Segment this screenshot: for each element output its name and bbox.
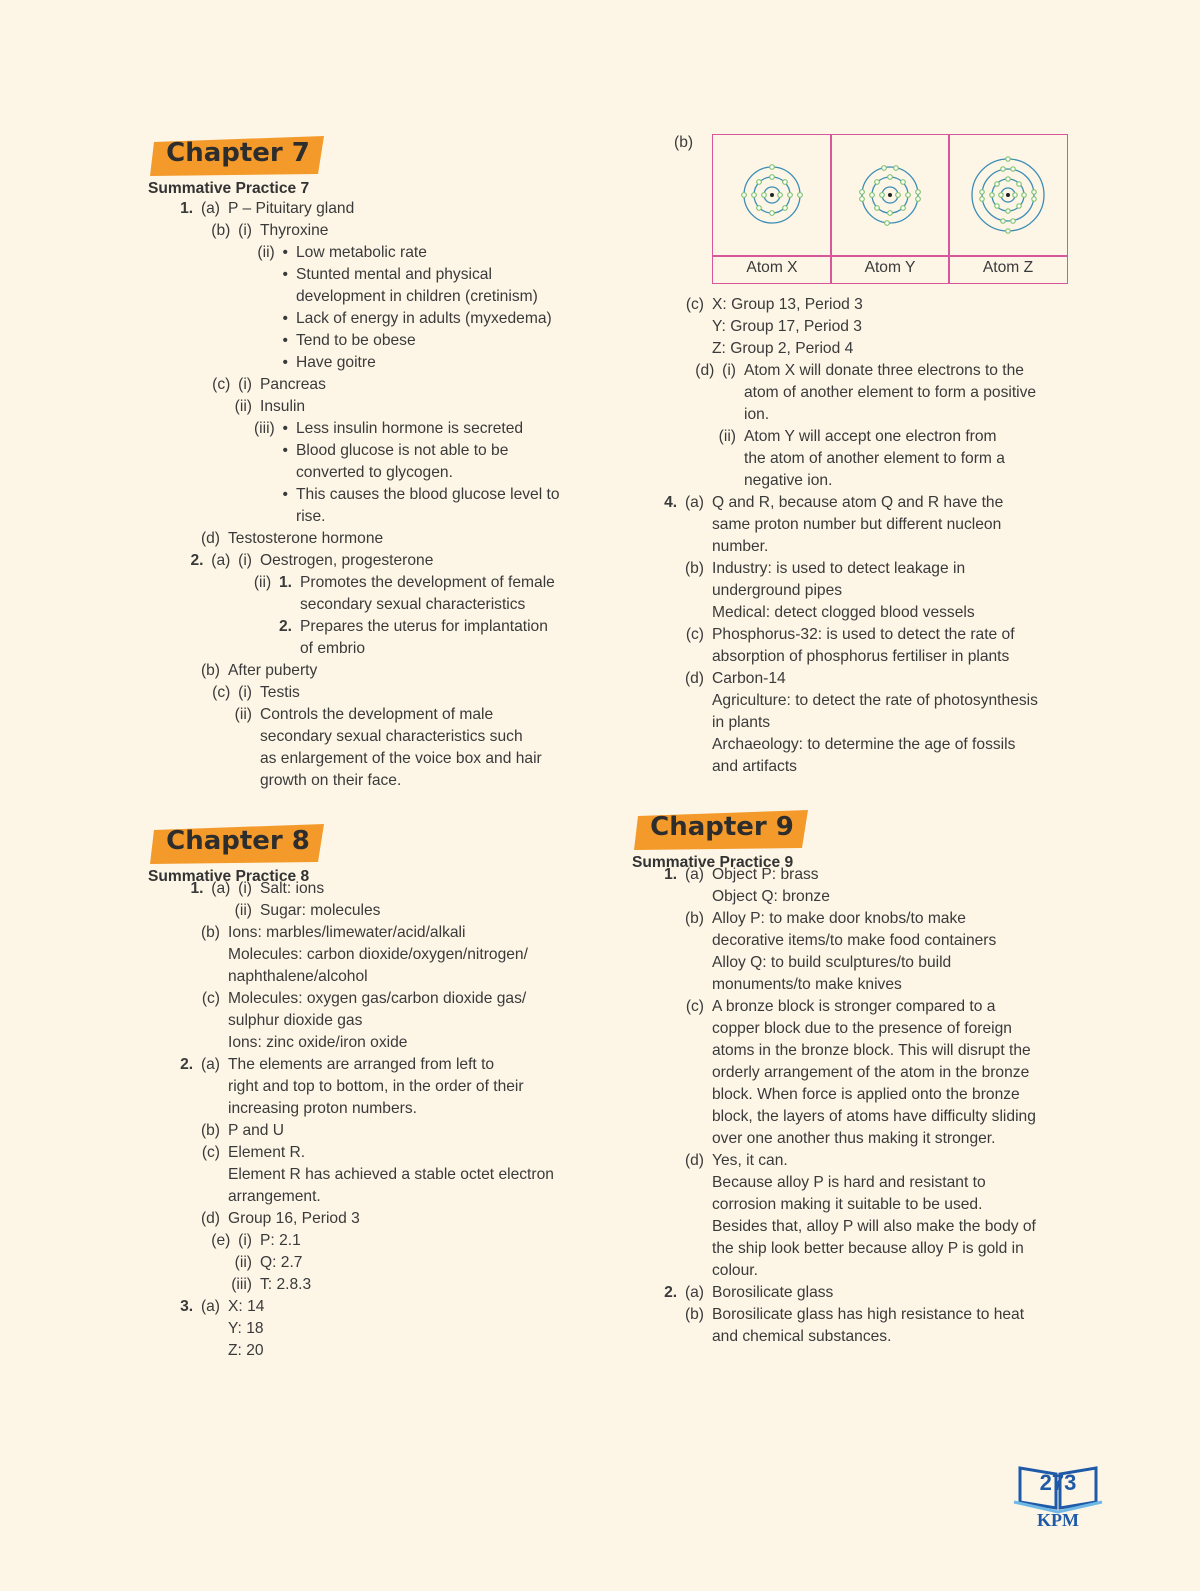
answer-text: Medical: detect clogged blood vessels [712,604,975,621]
answer-text: Atom Y will accept one electron from [744,428,997,445]
answer-label [283,352,288,374]
answer-label [190,878,252,900]
answer-text: absorption of phosphorus fertiliser in plants [712,648,1010,665]
answer-text: Z: Group 2, Period 4 [712,340,854,357]
answer-text: Oestrogen, progesterone [260,552,434,569]
kpm-logo [1012,1458,1104,1528]
answer-text: X: 14 [228,1298,265,1315]
answer-label [685,1304,704,1326]
label-token: • [274,420,288,437]
label-token: 2. [278,618,292,635]
answer-text: Because alloy P is hard and resistant to [712,1174,986,1191]
answer-text: negative ion. [744,472,833,489]
answer-text: Tend to be obese [296,332,416,349]
answer-label [201,922,220,944]
answer-text: Group 16, Period 3 [228,1210,360,1227]
answer-text: T: 2.8.3 [260,1276,312,1293]
label-token: • [282,486,288,503]
answer-text: as enlargement of the voice box and hair [260,750,542,767]
label-token: 4. [664,494,678,511]
answer-text: Lack of energy in adults (myxedema) [296,310,552,327]
answer-text: Controls the development of male [260,706,494,723]
answer-label [190,550,252,572]
label-token: 2. [664,1284,678,1301]
answer-label [283,308,288,330]
answer-text: The elements are arranged from left to [228,1056,495,1073]
label-token: (i) [230,552,252,569]
label-token: (i) [230,684,252,701]
answer-text: converted to glycogen. [296,464,453,481]
label-token: (ii) [718,428,736,445]
answer-label [283,440,288,462]
answer-label [212,374,252,396]
answer-text: Element R. [228,1144,306,1161]
label-token: (ii) [234,1254,252,1271]
page-number: 273 [1039,1470,1077,1495]
label-token: (c) [685,998,704,1015]
answer-text: P – Pituitary gland [228,200,355,217]
answer-label-b: (b) [674,134,694,151]
label-token: 1. [271,574,292,591]
answer-text: the ship look better because alloy P is gold in [712,1240,1024,1257]
answer-text: development in children (cretinism) [296,288,538,305]
label-token: (c) [201,990,220,1007]
answer-text: Industry: is used to detect leakage in [712,560,966,577]
answer-text: monuments/to make knives [712,976,902,993]
answer-label [254,572,292,594]
answer-text: Have goitre [296,354,376,371]
label-token: (c) [212,684,231,701]
label-token: (a) [193,1298,220,1315]
answer-text: Object Q: bronze [712,888,830,905]
answer-text: colour. [712,1262,758,1279]
answer-text: Promotes the development of female [300,574,555,591]
answer-label [686,996,704,1018]
answer-text: growth on their face. [260,772,402,789]
label-token: (i) [230,376,252,393]
atom-x-label: Atom X [746,259,798,276]
chapter-8-banner [148,822,328,866]
answer-label [664,492,704,514]
atom-x-cell [713,135,831,283]
label-token: (e) [211,1232,231,1249]
label-token: (b) [684,560,704,577]
answer-text: Yes, it can. [712,1152,788,1169]
answer-text: Less insulin hormone is secreted [296,420,524,437]
answer-label [211,1230,252,1252]
answer-text: atom of another element to form a positive [744,384,1037,401]
label-token: (a) [193,200,220,217]
answer-text: Y: Group 17, Period 3 [712,318,862,335]
answer-text: Q and R, because atom Q and R have the [712,494,1004,511]
answer-text: Pancreas [260,376,326,393]
label-token: 1. [664,866,678,883]
label-token: (i) [230,880,252,897]
answer-text: block, the layers of atoms have difficulty sliding [712,1108,1036,1125]
label-token: (b) [684,1306,704,1323]
answer-label [695,360,736,382]
chapter-9-banner [632,808,812,852]
answer-label [180,198,220,220]
summative-practice-heading: Summative Practice 8 [148,868,310,885]
label-token: 3. [180,1298,194,1315]
answer-text: Z: 20 [228,1342,264,1359]
answer-text: increasing proton numbers. [228,1100,417,1117]
summative-practice-heading: Summative Practice 7 [148,180,310,197]
label-token: (c) [685,626,704,643]
answer-text: same proton number but different nucleon [712,516,1002,533]
answer-label [686,294,704,316]
label-token: (d) [200,1210,220,1227]
answer-label [685,668,704,690]
answer-label [231,1274,252,1296]
answer-text: Molecules: carbon dioxide/oxygen/nitrogen/ [228,946,528,963]
label-token: (c) [201,1144,220,1161]
answer-label [254,418,288,440]
answer-text: underground pipes [712,582,843,599]
atom-z-diagram [949,135,1067,255]
answer-label [283,264,288,286]
answer-label [235,704,252,726]
answer-label [201,528,220,550]
answer-text: X: Group 13, Period 3 [712,296,863,313]
label-token: (a) [193,1056,220,1073]
answer-text: rise. [296,508,326,525]
answer-text: Q: 2.7 [260,1254,303,1271]
label-token: 2. [180,1056,194,1073]
answer-text: secondary sexual characteristics [300,596,526,613]
answer-label [201,1208,220,1230]
book-icon [1012,1458,1104,1528]
label-token: • [282,332,288,349]
answer-text: Y: 18 [228,1320,264,1337]
label-token: (ii) [253,574,272,591]
answer-text: Salt: ions [260,880,325,897]
answer-text: Alloy P: to make door knobs/to make [712,910,966,927]
label-token: 1. [190,880,204,897]
answer-text: Testis [260,684,300,701]
answer-label [202,1142,220,1164]
answer-text: of embrio [300,640,366,657]
answer-text: Insulin [260,398,306,415]
answer-label [201,660,220,682]
label-token: • [282,442,288,459]
label-token: (ii) [257,244,275,261]
label-token: 2. [190,552,204,569]
atom-y-cell [831,135,949,283]
answer-text: Prepares the uterus for implantation [300,618,548,635]
label-token: (b) [684,910,704,927]
label-token: • [282,310,288,327]
answer-label [685,1150,704,1172]
answer-text: Object P: brass [712,866,819,883]
answer-text: Agriculture: to detect the rate of photosynthesis [712,692,1038,709]
answer-text: arrangement. [228,1188,321,1205]
label-token: (iii) [231,1276,252,1293]
label-token: (i) [230,222,252,239]
label-token: (c) [212,376,231,393]
label-token: (b) [200,1122,220,1139]
label-token: (ii) [234,902,252,919]
label-token: (a) [203,880,231,897]
answer-text: Ions: marbles/limewater/acid/alkali [228,924,466,941]
answer-text: P: 2.1 [260,1232,301,1249]
label-token: (b) [200,662,220,679]
answer-label [212,682,252,704]
label-token: 1. [180,200,194,217]
answer-label [235,396,252,418]
answer-label [235,1252,252,1274]
answer-text: Phosphorus-32: is used to detect the rate of [712,626,1015,643]
answer-label [257,242,288,264]
chapter-title: Chapter 9 [650,812,794,842]
label-token: (d) [200,530,220,547]
answer-text: copper block due to the presence of foreign [712,1020,1012,1037]
label-token: (d) [684,1152,704,1169]
answer-label [664,864,704,886]
label-token: (ii) [234,398,252,415]
answer-text: and chemical substances. [712,1328,892,1345]
label-token: • [282,266,288,283]
label-token: (i) [714,362,736,379]
label-token: (i) [230,1232,252,1249]
answer-text: A bronze block is stronger compared to a [712,998,996,1015]
answer-label [180,1054,220,1076]
answer-text: Atom X will donate three electrons to the [744,362,1024,379]
label-token: (b) [211,222,231,239]
answer-text: Alloy Q: to build sculptures/to build [712,954,952,971]
answer-text: Blood glucose is not able to be [296,442,509,459]
atom-y-diagram [831,135,949,255]
label-token: (a) [677,494,704,511]
answer-text: Sugar: molecules [260,902,381,919]
answer-text: Borosilicate glass [712,1284,834,1301]
answer-text: naphthalene/alcohol [228,968,368,985]
answer-text: Testosterone hormone [228,530,384,547]
answer-text: over one another thus making it stronger. [712,1130,996,1147]
answer-label [279,616,292,638]
label-token: • [274,244,288,261]
answer-text: orderly arrangement of the atom in the bronze [712,1064,1030,1081]
chapter-7-banner [148,134,328,178]
answer-text: sulphur dioxide gas [228,1012,363,1029]
label-token: (a) [677,1284,704,1301]
answer-label [211,220,252,242]
answer-text: atoms in the bronze block. This will disrupt the [712,1042,1031,1059]
answer-label [664,1282,704,1304]
label-token: (d) [695,362,715,379]
kpm-brand: KPM [1037,1510,1079,1528]
answer-text: and artifacts [712,758,797,775]
atoms-table [712,134,1068,284]
answer-text: number. [712,538,769,555]
atom-y-label: Atom Y [864,259,916,276]
label-token: (c) [685,296,704,313]
chapter-title: Chapter 7 [166,138,310,168]
answer-text: This causes the blood glucose level to [296,486,560,503]
answer-text: secondary sexual characteristics such [260,728,523,745]
summative-practice-heading: Summative Practice 9 [632,854,794,871]
answer-text: block. When force is applied onto the bronze [712,1086,1020,1103]
label-token: • [282,354,288,371]
answer-text: in plants [712,714,771,731]
answer-label [719,426,736,448]
label-token: (d) [684,670,704,687]
answer-text: corrosion making it suitable to be used. [712,1196,983,1213]
answer-label [685,908,704,930]
answer-text: ion. [744,406,770,423]
answer-text: the atom of another element to form a [744,450,1005,467]
answer-label [283,484,288,506]
atom-z-label: Atom Z [982,259,1034,276]
answer-label [686,624,704,646]
answer-text: Besides that, alloy P will also make the body of [712,1218,1036,1235]
label-token: (iii) [253,420,275,437]
answer-text: Element R has achieved a stable octet electron [228,1166,554,1183]
answer-text: Molecules: oxygen gas/carbon dioxide gas/ [228,990,527,1007]
answer-text: Thyroxine [260,222,329,239]
label-token: (a) [677,866,704,883]
answer-text: Borosilicate glass has high resistance to heat [712,1306,1025,1323]
answer-text: Ions: zinc oxide/iron oxide [228,1034,408,1051]
answer-text: Archaeology: to determine the age of fossils [712,736,1016,753]
answer-label [201,1120,220,1142]
answer-text: After puberty [228,662,318,679]
answer-label [283,330,288,352]
answer-label [235,900,252,922]
answer-text: right and top to bottom, in the order of their [228,1078,524,1095]
atom-z-cell [949,135,1067,283]
answer-text: Stunted mental and physical [296,266,492,283]
answer-label [202,988,220,1010]
answer-label [685,558,704,580]
chapter-title: Chapter 8 [166,826,310,856]
label-token: (b) [200,924,220,941]
answer-text: Low metabolic rate [296,244,427,261]
answer-text: decorative items/to make food containers [712,932,997,949]
label-token: (a) [203,552,231,569]
answer-label [180,1296,220,1318]
label-token: (ii) [234,706,252,723]
atom-x-diagram [713,135,831,255]
answer-text: Carbon-14 [712,670,786,687]
answer-text: P and U [228,1122,285,1139]
